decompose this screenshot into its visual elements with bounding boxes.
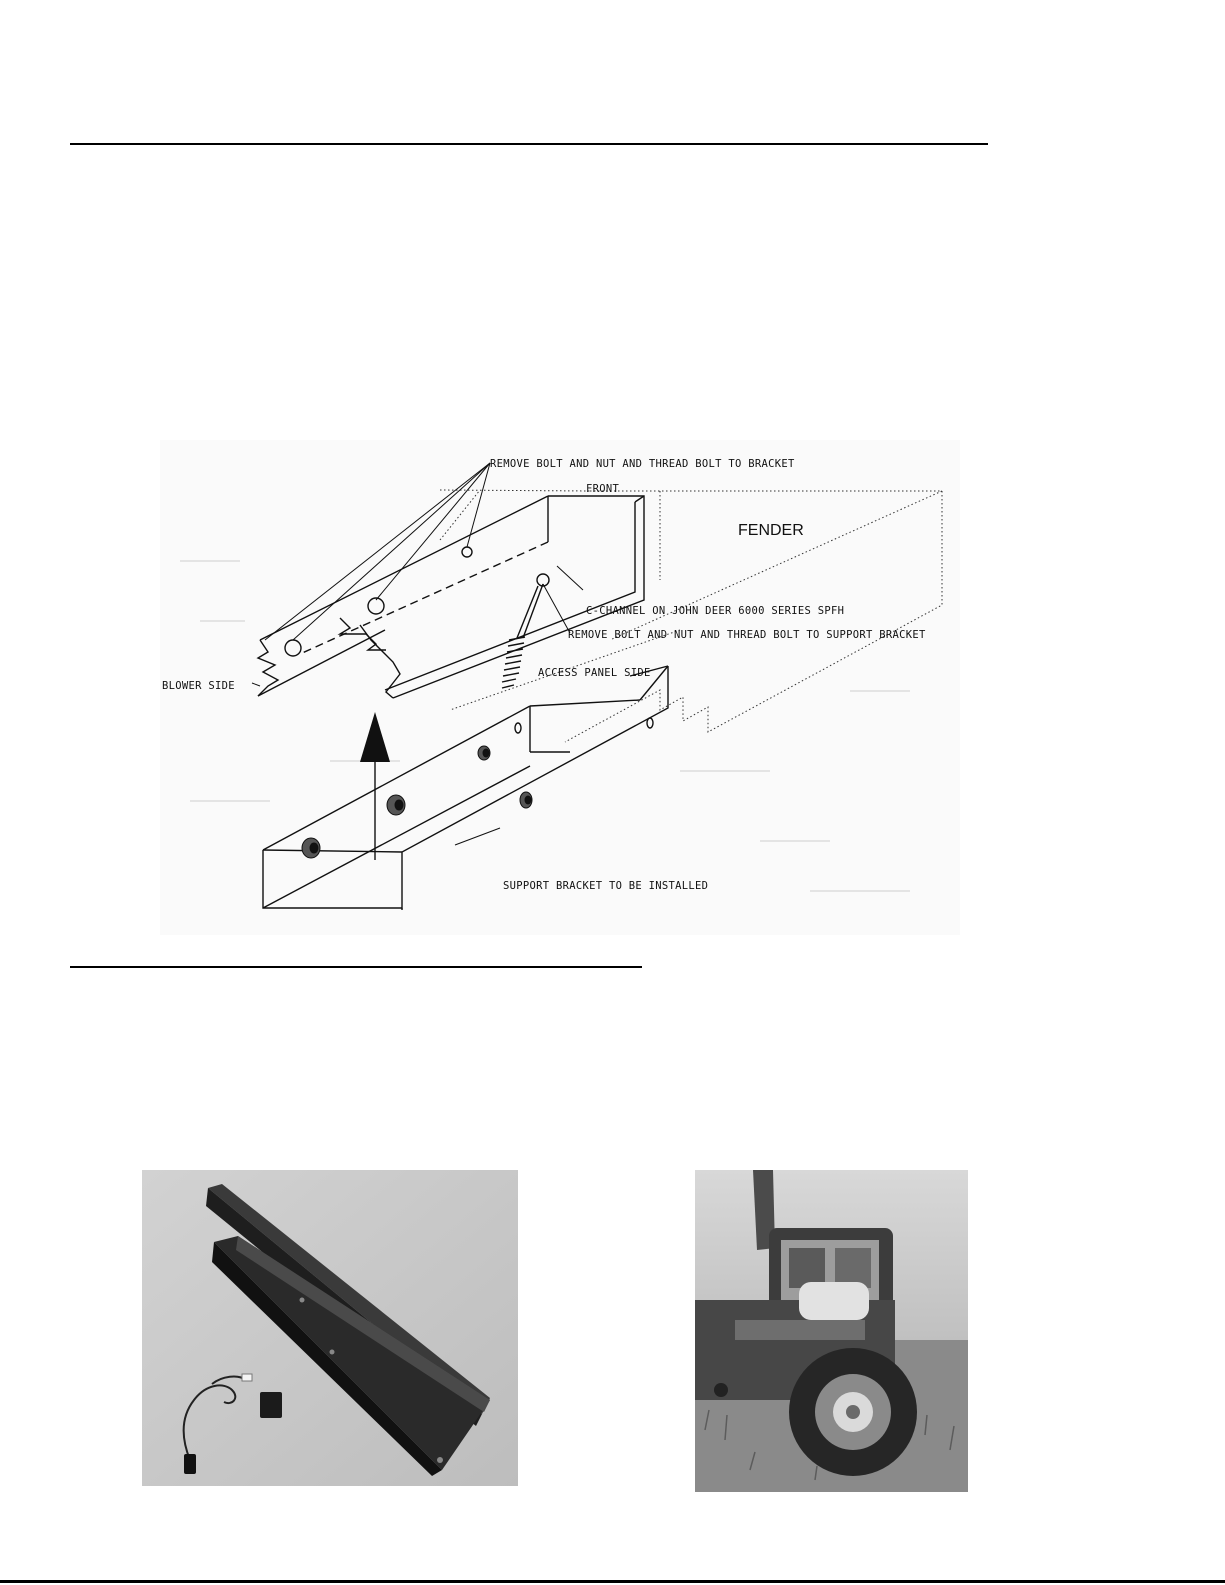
- fender-label: FENDER: [738, 522, 804, 539]
- front-label: FRONT: [586, 483, 620, 495]
- plug-icon: [184, 1454, 196, 1474]
- section-divider-top: [70, 143, 988, 145]
- remove-bolt-note-top: REMOVE BOLT AND NUT AND THREAD BOLT TO BRACKET: [490, 458, 795, 470]
- arrow-up-icon: [360, 712, 390, 860]
- section-divider-mid: [70, 966, 642, 968]
- support-leader: [455, 828, 500, 845]
- access-panel-side-label: ACCESS PANEL SIDE: [538, 667, 651, 679]
- page-bottom-border: [0, 1580, 1225, 1583]
- switch-icon: [260, 1392, 282, 1418]
- installation-diagram: [160, 440, 960, 935]
- bracket-kit-photo: [142, 1170, 518, 1486]
- c-channel-label: C-CHANNEL ON JOHN DEER 6000 SERIES SPFH: [586, 605, 845, 617]
- bracket-studs: [302, 746, 532, 858]
- connector-icon: [242, 1374, 252, 1381]
- harvester-photo: [695, 1170, 968, 1492]
- blower-side-label: BLOWER SIDE: [162, 680, 235, 692]
- remove-bolt-note-support: REMOVE BOLT AND NUT AND THREAD BOLT TO SUPPORT BRACKET: [568, 629, 926, 641]
- support-bracket-label: SUPPORT BRACKET TO BE INSTALLED: [503, 880, 709, 892]
- support-bracket: [263, 666, 668, 910]
- leader-lines: [252, 463, 583, 686]
